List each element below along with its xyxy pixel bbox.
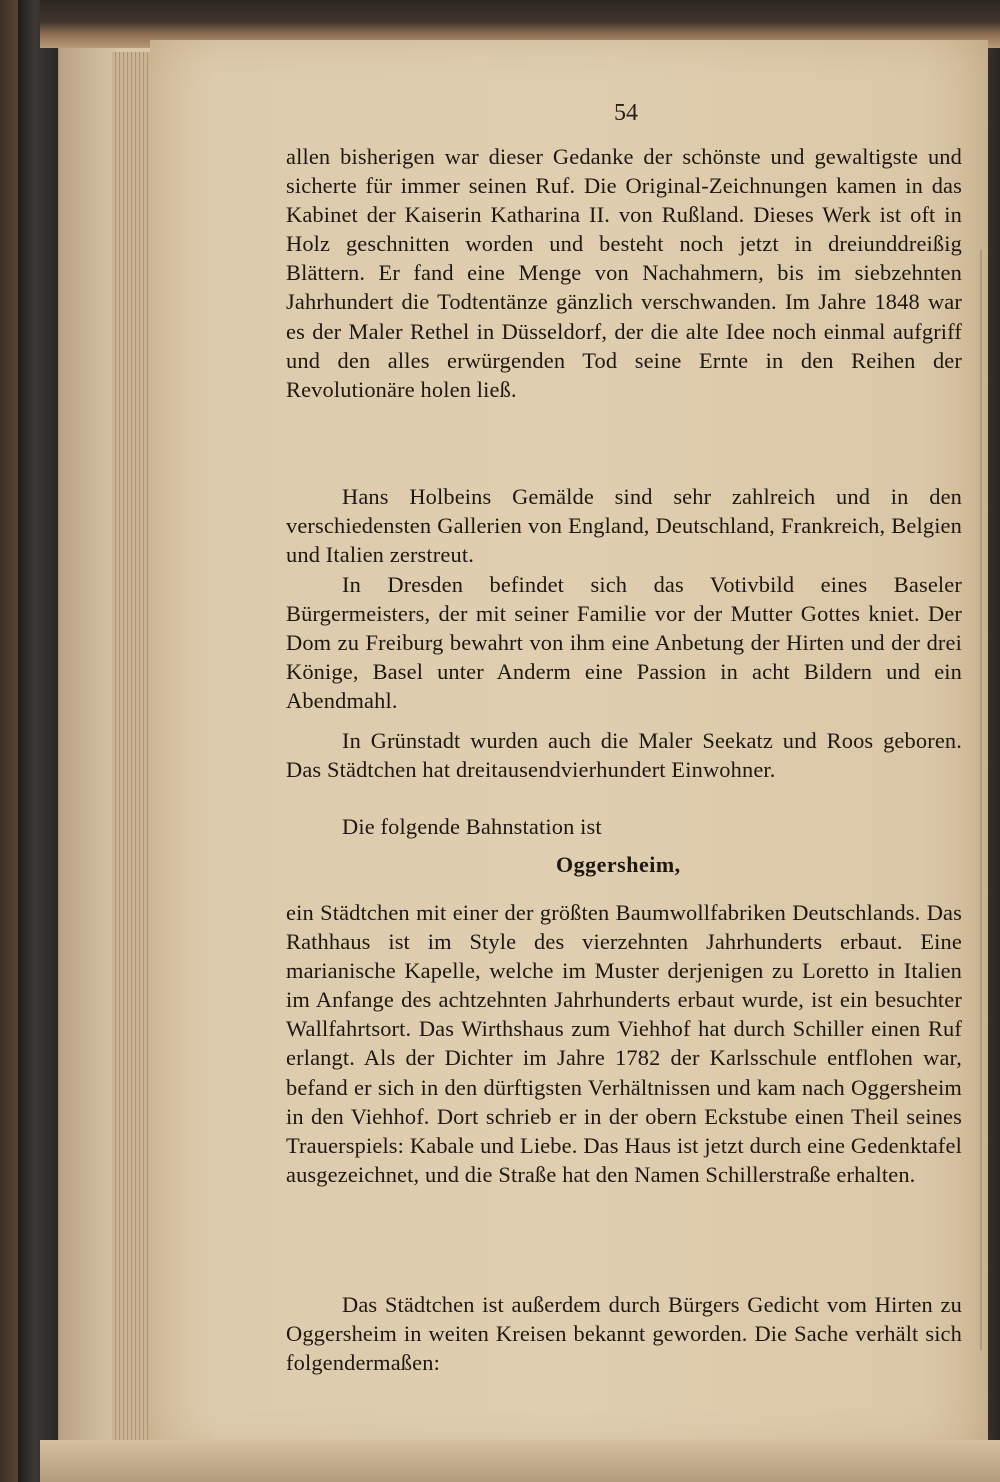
page-number: 54 bbox=[614, 100, 638, 126]
page-leaf-edges bbox=[112, 52, 154, 1442]
paragraph-7: Das Städtchen ist außerdem durch Bürgers Gedicht vom Hirten zu Oggersheim in weiten Kreisen bekannt geworden. Die Sache verhält sich folgendermaßen: bbox=[286, 1292, 962, 1376]
book-spine bbox=[18, 0, 58, 1482]
section-heading: Oggersheim, bbox=[556, 852, 681, 877]
paragraph-3: In Dresden befindet sich das Votivbild eines Baseler Bürgermeisters, der mit seiner Familie vor der Mutter Gottes kniet. Der Dom zu Freiburg bewahrt von ihm eine Anbetung der Hirten und der drei Könige, Basel unter Anderm eine Passion in acht Bildern und ein Abendmahl. bbox=[286, 572, 962, 714]
paragraph-5: Die folgende Bahnstation ist bbox=[342, 814, 602, 839]
paragraph-4: In Grünstadt wurden auch die Maler Seekatz und Roos geboren. Das Städtchen hat dreitausendvierhundert Einwohner. bbox=[286, 728, 962, 783]
page-fold-line bbox=[980, 250, 982, 1350]
paragraph-1: allen bisherigen war dieser Gedanke der schönste und gewaltigste und sicherte für immer seinen Ruf. Die Original-Zeichnungen kamen in das Kabinet der Kaiserin Katharina II. von Rußland. Dieses Werk ist oft in Holz geschnitten worden und besteht noch jetzt in dreiunddreißig Blättern. Er fand eine Menge von Nachahmern, bis im siebzehnten Jahrhundert die Todtentänze gänzlich verschwanden. Im Jahre 1848 war es der Maler Rethel in Düsseldorf, der die alte Idee noch einmal aufgriff und den alles erwürgenden Tod seine Ernte in den Reihen der Revolutionäre holen ließ. bbox=[286, 144, 962, 402]
paragraph-6: ein Städtchen mit einer der größten Baumwollfabriken Deutschlands. Das Rathhaus ist im Style des vierzehnten Jahrhunderts erbaut. Eine marianische Kapelle, welche im Muster derjenigen zu Loretto in Italien im Anfange des achtzehnten Jahrhunderts erbaut wurde, ist ein besuchter Wallfahrtsort. Das Wirthshaus zum Viehhof hat durch Schiller einen Ruf erlangt. Als der Dichter im Jahre 1782 der Karlsschule entflohen war, befand er sich in den dürftigsten Verhältnissen und kam nach Oggersheim in den Viehhof. Dort schrieb er in der obern Eckstube einen Theil seines Trauerspiels: Kabale und Liebe. Das Haus ist jetzt durch eine Gedenktafel ausgezeichnet, und die Straße hat den Namen Schillerstraße erhalten. bbox=[286, 900, 962, 1187]
paragraph-2: Hans Holbeins Gemälde sind sehr zahlreich und in den verschiedensten Gallerien von England, Deutschland, Frankreich, Belgien und Italien zerstreut. bbox=[286, 484, 962, 568]
book-bottom-edge bbox=[40, 1440, 1000, 1482]
